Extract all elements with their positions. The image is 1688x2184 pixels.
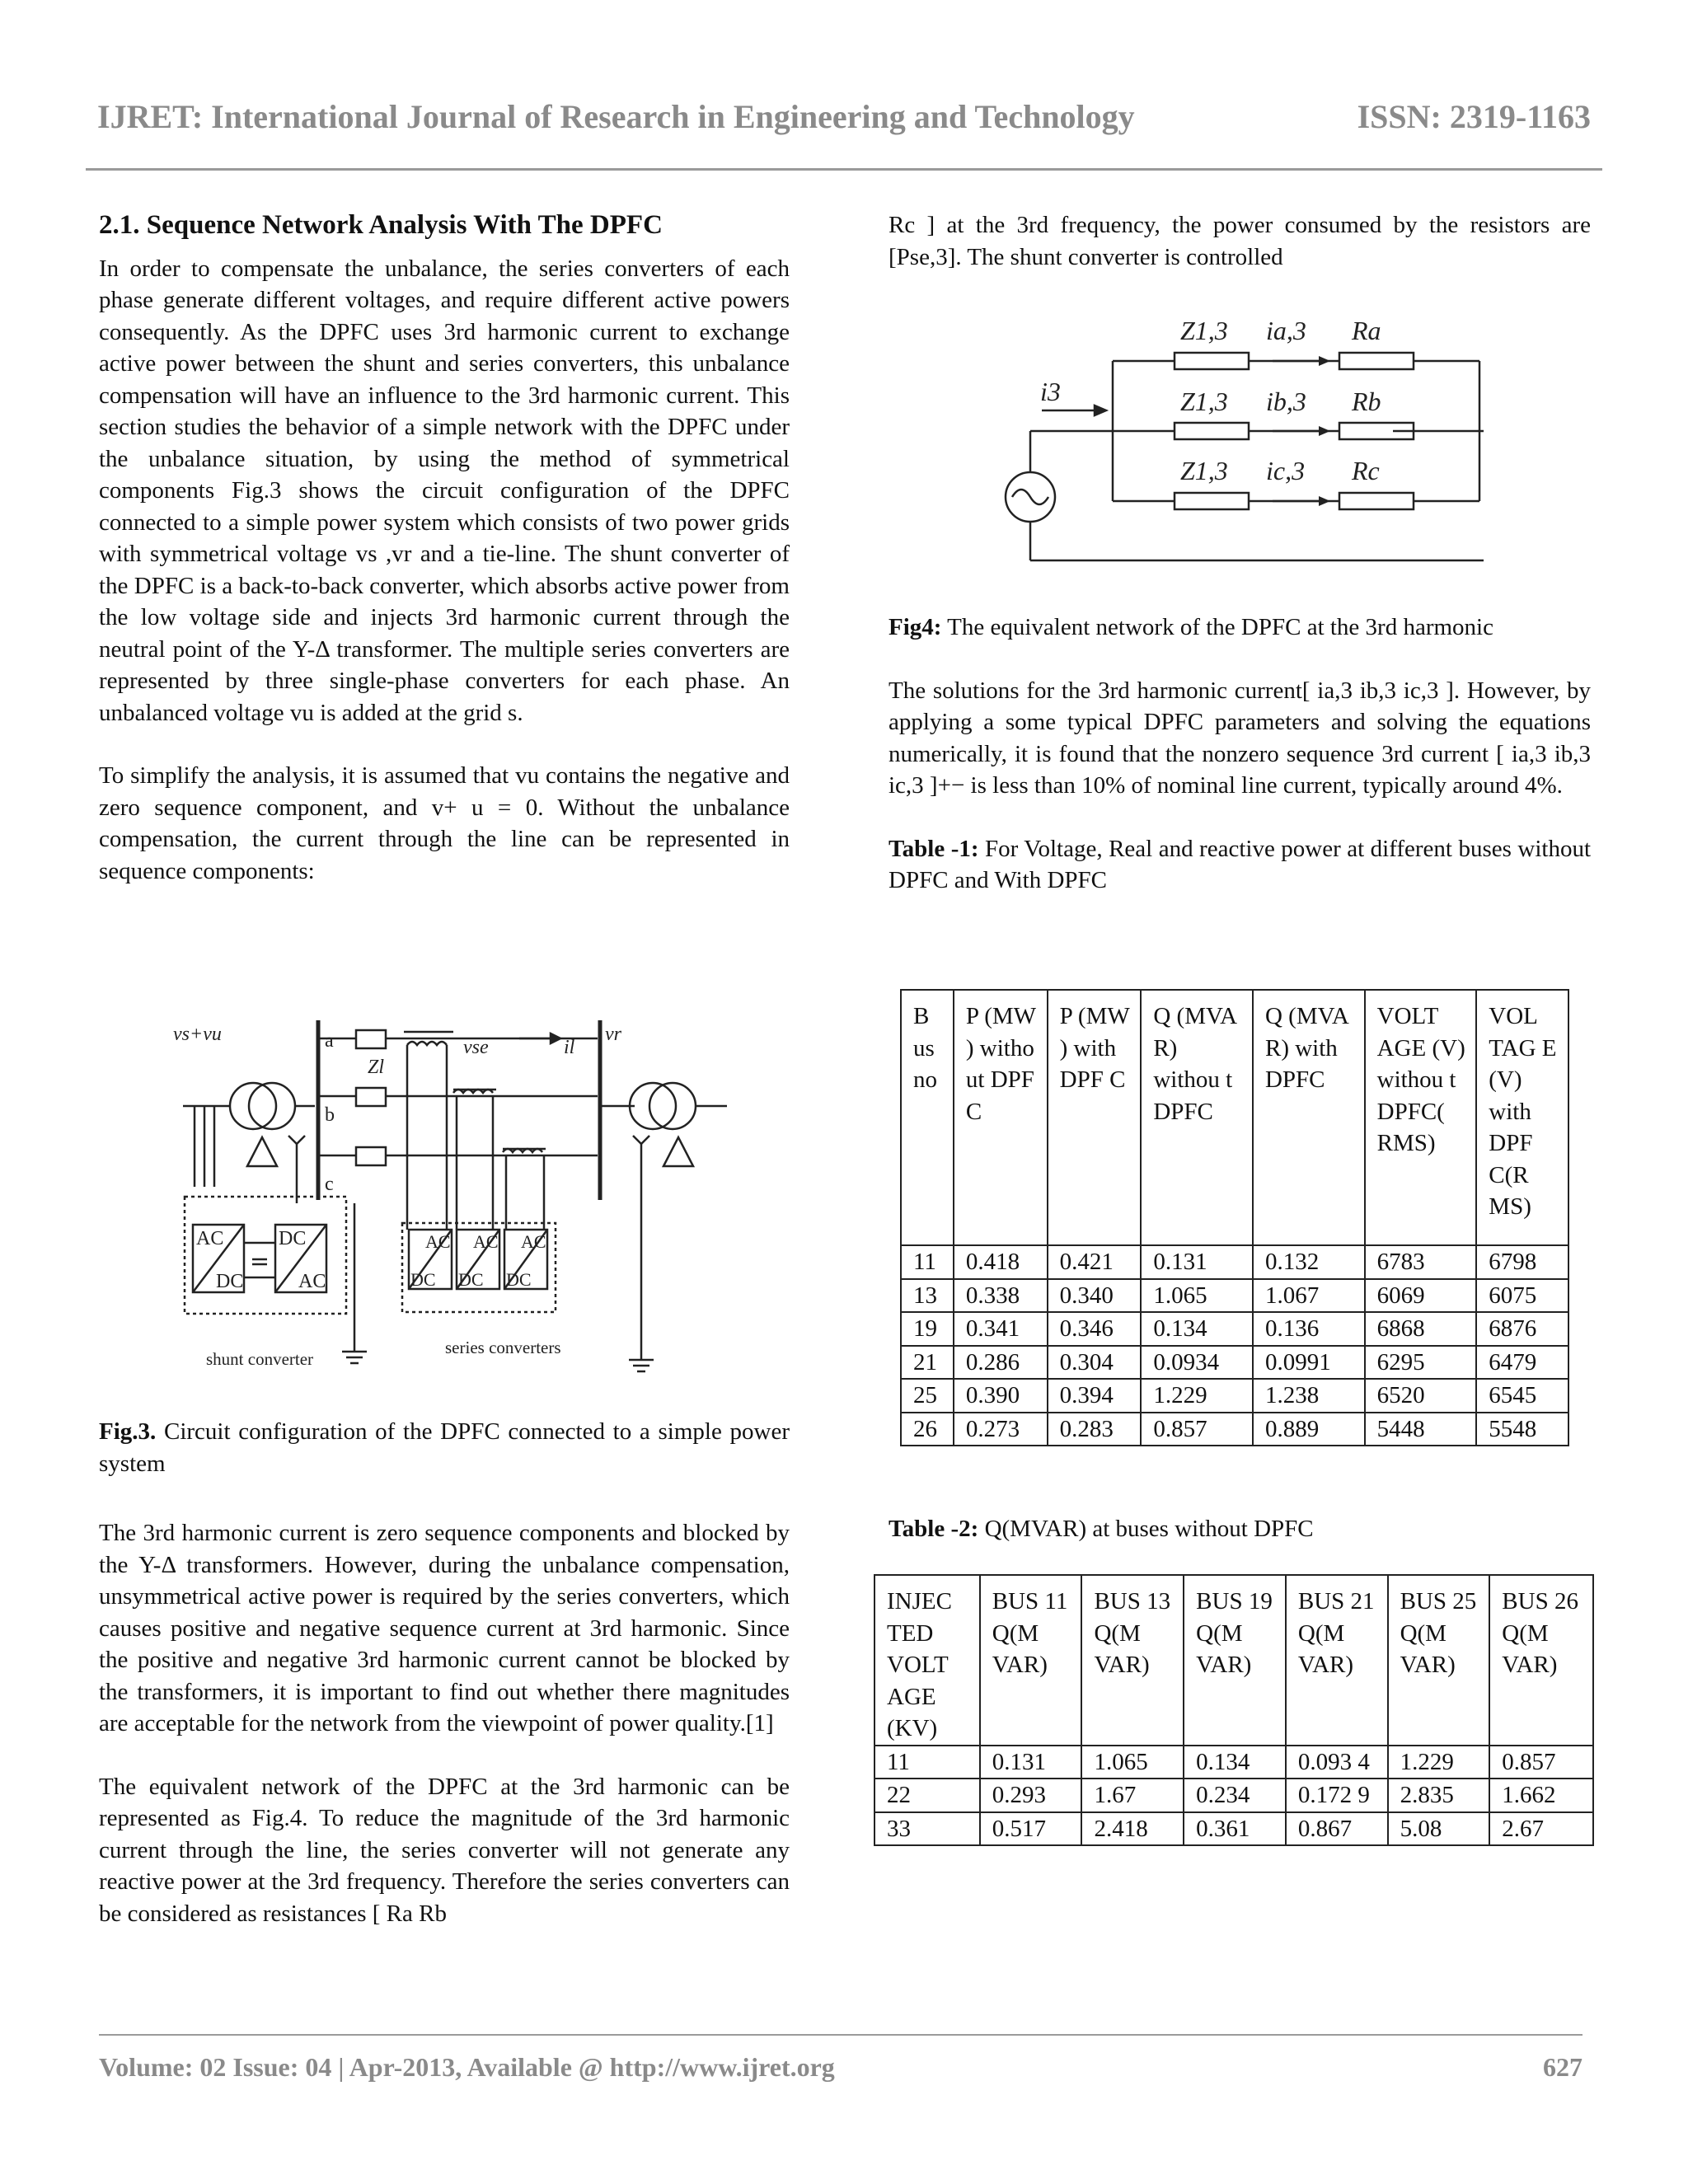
table-cell: 1.067: [1253, 1279, 1365, 1313]
table-cell: 0.418: [954, 1245, 1048, 1279]
table-cell: 1.065: [1081, 1746, 1184, 1779]
fig3-caption-text: Circuit configuration of the DPFC connected to a simple power system: [99, 1418, 790, 1477]
table-cell: 21: [901, 1346, 954, 1380]
right-column-top: [889, 209, 1591, 273]
table-cell: 6868: [1365, 1312, 1477, 1346]
table-cell: 0.131: [980, 1746, 1082, 1779]
table-cell: 0.132: [1253, 1245, 1365, 1279]
table-cell: 0.361: [1184, 1812, 1286, 1846]
paragraph: Rc ] at the 3rd frequency, the power consumed by the resistors are [Pse,3]. The shunt converter is controlled: [889, 212, 1591, 270]
table-header-cell: BUS 19 Q(M VAR): [1184, 1575, 1286, 1746]
table-cell: 6798: [1476, 1245, 1568, 1279]
header-rule: [86, 168, 1602, 171]
table2-caption-block: [889, 1513, 1591, 1545]
table-row: [901, 1279, 1568, 1313]
table-cell: 0.394: [1048, 1379, 1142, 1413]
table-cell: 6479: [1476, 1346, 1568, 1380]
z13-label: Z1,3: [1180, 387, 1228, 416]
shunt-ac2-label: AC: [298, 1271, 326, 1292]
table-cell: 0.293: [980, 1779, 1082, 1812]
ib3-label: ib,3: [1266, 387, 1306, 416]
table-cell: 11: [874, 1746, 980, 1779]
table-1: [900, 989, 1569, 1446]
table-cell: 0.889: [1253, 1413, 1365, 1446]
issn: ISSN: 2319-1163: [1357, 98, 1591, 135]
table-cell: 0.857: [1489, 1746, 1593, 1779]
table-cell: 5.08: [1388, 1812, 1490, 1846]
footer-rule: [99, 2034, 1582, 2036]
table-cell: 26: [901, 1413, 954, 1446]
table-cell: 6295: [1365, 1346, 1477, 1380]
ra-label: Ra: [1352, 316, 1381, 345]
page-number: 627: [1543, 2052, 1582, 2082]
table-header-row: [901, 990, 1568, 1245]
paragraph: The solutions for the 3rd harmonic current[ ia,3 ib,3 ic,3 ]. However, by applying a some typical DPFC parameters and solving the equations numerically, it is found that the nonzero sequence 3rd current [ ia,3 ib,3 ic,3 ]+− is less than 10% of nominal line current, typically around 4%.: [889, 677, 1591, 799]
table-cell: 0.093 4: [1286, 1746, 1388, 1779]
table-cell: 11: [901, 1245, 954, 1279]
vse-label: vse: [463, 1037, 489, 1058]
table-cell: 0.338: [954, 1279, 1048, 1313]
series-dc-label: DC: [458, 1269, 484, 1290]
table-header-cell: VOL TAG E (V) with DPF C(R MS): [1476, 990, 1568, 1245]
table-cell: 0.273: [954, 1413, 1048, 1446]
table-header-cell: B us no: [901, 990, 954, 1245]
table-cell: 2.67: [1489, 1812, 1593, 1846]
left-column-top: [99, 209, 790, 887]
rb-label: Rb: [1352, 387, 1381, 416]
table-cell: 6876: [1476, 1312, 1568, 1346]
table-row: [874, 1812, 1593, 1846]
series-ac-label: AC: [473, 1231, 499, 1252]
fig3-caption: [99, 1416, 790, 1479]
table-cell: 6075: [1476, 1279, 1568, 1313]
series-converters-label: series converters: [445, 1338, 561, 1357]
table-cell: 22: [874, 1779, 980, 1812]
table-cell: 33: [874, 1812, 980, 1846]
journal-title: IJRET: International Journal of Research in Engineering and Technology: [97, 98, 1135, 135]
shunt-ac-label: AC: [196, 1228, 224, 1249]
table-cell: 1.662: [1489, 1779, 1593, 1812]
table-cell: 0.390: [954, 1379, 1048, 1413]
series-dc-label: DC: [410, 1269, 436, 1290]
table-cell: 1.229: [1141, 1379, 1253, 1413]
table-row: [901, 1413, 1568, 1446]
z13-label: Z1,3: [1180, 456, 1228, 485]
table-row: [874, 1779, 1593, 1812]
ia3-label: ia,3: [1266, 316, 1306, 345]
table-cell: 0.134: [1184, 1746, 1286, 1779]
paragraph: The 3rd harmonic current is zero sequence components and blocked by the Y-Δ transformers. However, during the unbalance compensation, unsymmetrical active power is required by the series converters, which causes positive and negative sequence current at 3rd harmonic. Since the positive and negative 3rd harmonic current cannot be blocked by the transformers, it is important to find out whether there magnitudes are acceptable for the network from the viewpoint of power quality.[1]: [99, 1520, 790, 1736]
table1-label: Table -1:: [889, 835, 979, 862]
table-cell: 25: [901, 1379, 954, 1413]
table1-caption-text: For Voltage, Real and reactive power at different buses without DPFC and With DPFC: [889, 835, 1591, 893]
table-cell: 0.421: [1048, 1245, 1142, 1279]
shunt-dc2-label: DC: [279, 1228, 307, 1249]
il-label: il: [564, 1037, 575, 1058]
table-cell: 0.517: [980, 1812, 1082, 1846]
fig4-caption-text: The equivalent network of the DPFC at the 3rd harmonic: [947, 614, 1493, 640]
rc-label: Rc: [1352, 456, 1380, 485]
fig4-label: Fig4:: [889, 614, 942, 640]
table-cell: 0.346: [1048, 1312, 1142, 1346]
right-column-middle: [889, 612, 1591, 897]
table-cell: 0.867: [1286, 1812, 1388, 1846]
table-cell: 0.0934: [1141, 1346, 1253, 1380]
table2-caption: [889, 1513, 1591, 1545]
table-row: [901, 1312, 1568, 1346]
table-cell: 1.238: [1253, 1379, 1365, 1413]
table-header-row: [874, 1575, 1593, 1746]
bus-c-label: c: [325, 1174, 334, 1195]
table-row: [874, 1746, 1593, 1779]
table-cell: 5548: [1476, 1413, 1568, 1446]
table-cell: 0.340: [1048, 1279, 1142, 1313]
table1-caption: [889, 833, 1591, 897]
series-dc-label: DC: [506, 1269, 532, 1290]
table-row: [901, 1245, 1568, 1279]
table-cell: 0.234: [1184, 1779, 1286, 1812]
table-cell: 0.134: [1141, 1312, 1253, 1346]
fig3-circuit-diagram: [173, 1014, 742, 1385]
fig4-equivalent-network: [989, 303, 1484, 575]
paragraph: To simplify the analysis, it is assumed that vu contains the negative and zero sequence component, and v+ u = 0. Without the unbalance compensation, the current through the line can be represented in sequence components:: [99, 762, 790, 884]
vr-label: vr: [605, 1024, 621, 1045]
fig3-label: Fig.3.: [99, 1418, 157, 1445]
table-cell: 0.136: [1253, 1312, 1365, 1346]
table2-caption-text: Q(MVAR) at buses without DPFC: [984, 1516, 1314, 1542]
fig4-caption: [889, 612, 1591, 644]
table-cell: 0.0991: [1253, 1346, 1365, 1380]
table-header-cell: BUS 13 Q(M VAR): [1081, 1575, 1184, 1746]
series-ac-label: AC: [425, 1231, 451, 1252]
table-cell: 0.857: [1141, 1413, 1253, 1446]
ic3-label: ic,3: [1266, 456, 1306, 485]
paragraph: In order to compensate the unbalance, the series converters of each phase generate different voltages, and require different active powers consequently. As the DPFC uses 3rd harmonic current to exchange active power between the shunt and series converters, this unbalance compensation will have an influence to the 3rd harmonic current. This section studies the behavior of a simple network with the DPFC under the unbalance situation, by using the method of symmetrical components Fig.3 shows the circuit configuration of the DPFC connected to a simple power system which consists of two power grids with symmetrical voltage vs ,vr and a tie-line. The shunt converter of the DPFC is a back-to-back converter, which absorbs active power from the low voltage side and injects 3rd harmonic current through the neutral point of the Y-Δ transformer. The multiple series converters are represented by three single-phase converters for each phase. An unbalanced voltage vu is added at the grid s.: [99, 255, 790, 726]
i3-label: i3: [1040, 377, 1061, 406]
table-2: [874, 1574, 1594, 1846]
table-cell: 0.286: [954, 1346, 1048, 1380]
table-cell: 5448: [1365, 1413, 1477, 1446]
table-header-cell: BUS 21 Q(M VAR): [1286, 1575, 1388, 1746]
table-header-cell: INJEC TED VOLT AGE (KV): [874, 1575, 980, 1746]
table-header-cell: Q (MVA R) withou t DPFC: [1141, 990, 1253, 1245]
shunt-converter-label: shunt converter: [206, 1349, 314, 1369]
vs-vu-label: vs+vu: [173, 1024, 222, 1045]
footer-volume: Volume: 02 Issue: 04 | Apr-2013, Available @ http://www.ijret.org: [99, 2052, 835, 2082]
table-cell: 6783: [1365, 1245, 1477, 1279]
table-cell: 2.418: [1081, 1812, 1184, 1846]
left-column-bottom: [99, 1416, 790, 1929]
shunt-dc-label: DC: [216, 1271, 244, 1292]
paragraph: The equivalent network of the DPFC at the 3rd harmonic can be represented as Fig.4. To reduce the magnitude of the 3rd harmonic current through the line, the series converter will not generate any reactive power at the 3rd frequency. Therefore the series converters can be considered as resistances [ Ra Rb: [99, 1773, 790, 1927]
table-cell: 1.065: [1141, 1279, 1253, 1313]
table2-label: Table -2:: [889, 1516, 979, 1542]
table-cell: 6520: [1365, 1379, 1477, 1413]
table-cell: 6069: [1365, 1279, 1477, 1313]
table-cell: 0.283: [1048, 1413, 1142, 1446]
table-cell: 2.835: [1388, 1779, 1490, 1812]
table-cell: 13: [901, 1279, 954, 1313]
table-cell: 6545: [1476, 1379, 1568, 1413]
table-row: [901, 1379, 1568, 1413]
table-cell: 0.304: [1048, 1346, 1142, 1380]
table-header-cell: BUS 25 Q(M VAR): [1388, 1575, 1490, 1746]
zl-label: Zl: [368, 1057, 385, 1078]
table-cell: 0.131: [1141, 1245, 1253, 1279]
table-cell: 19: [901, 1312, 954, 1346]
bus-a-label: a: [325, 1030, 334, 1052]
table-row: [901, 1346, 1568, 1380]
series-ac-label: AC: [521, 1231, 546, 1252]
table-cell: 0.172 9: [1286, 1779, 1388, 1812]
table-header-cell: Q (MVA R) with DPFC: [1253, 990, 1365, 1245]
table-header-cell: VOLT AGE (V) withou t DPFC( RMS): [1365, 990, 1477, 1245]
table-header-cell: BUS 26 Q(M VAR): [1489, 1575, 1593, 1746]
table-cell: 1.67: [1081, 1779, 1184, 1812]
bus-b-label: b: [325, 1104, 335, 1126]
table-header-cell: P (MW ) witho ut DPF C: [954, 990, 1048, 1245]
table-cell: 0.341: [954, 1312, 1048, 1346]
z13-label: Z1,3: [1180, 316, 1228, 345]
section-title: 2.1. Sequence Network Analysis With The DPFC: [99, 210, 663, 240]
table-header-cell: P (MW ) with DPF C: [1048, 990, 1142, 1245]
table-cell: 1.229: [1388, 1746, 1490, 1779]
table-header-cell: BUS 11 Q(M VAR): [980, 1575, 1082, 1746]
